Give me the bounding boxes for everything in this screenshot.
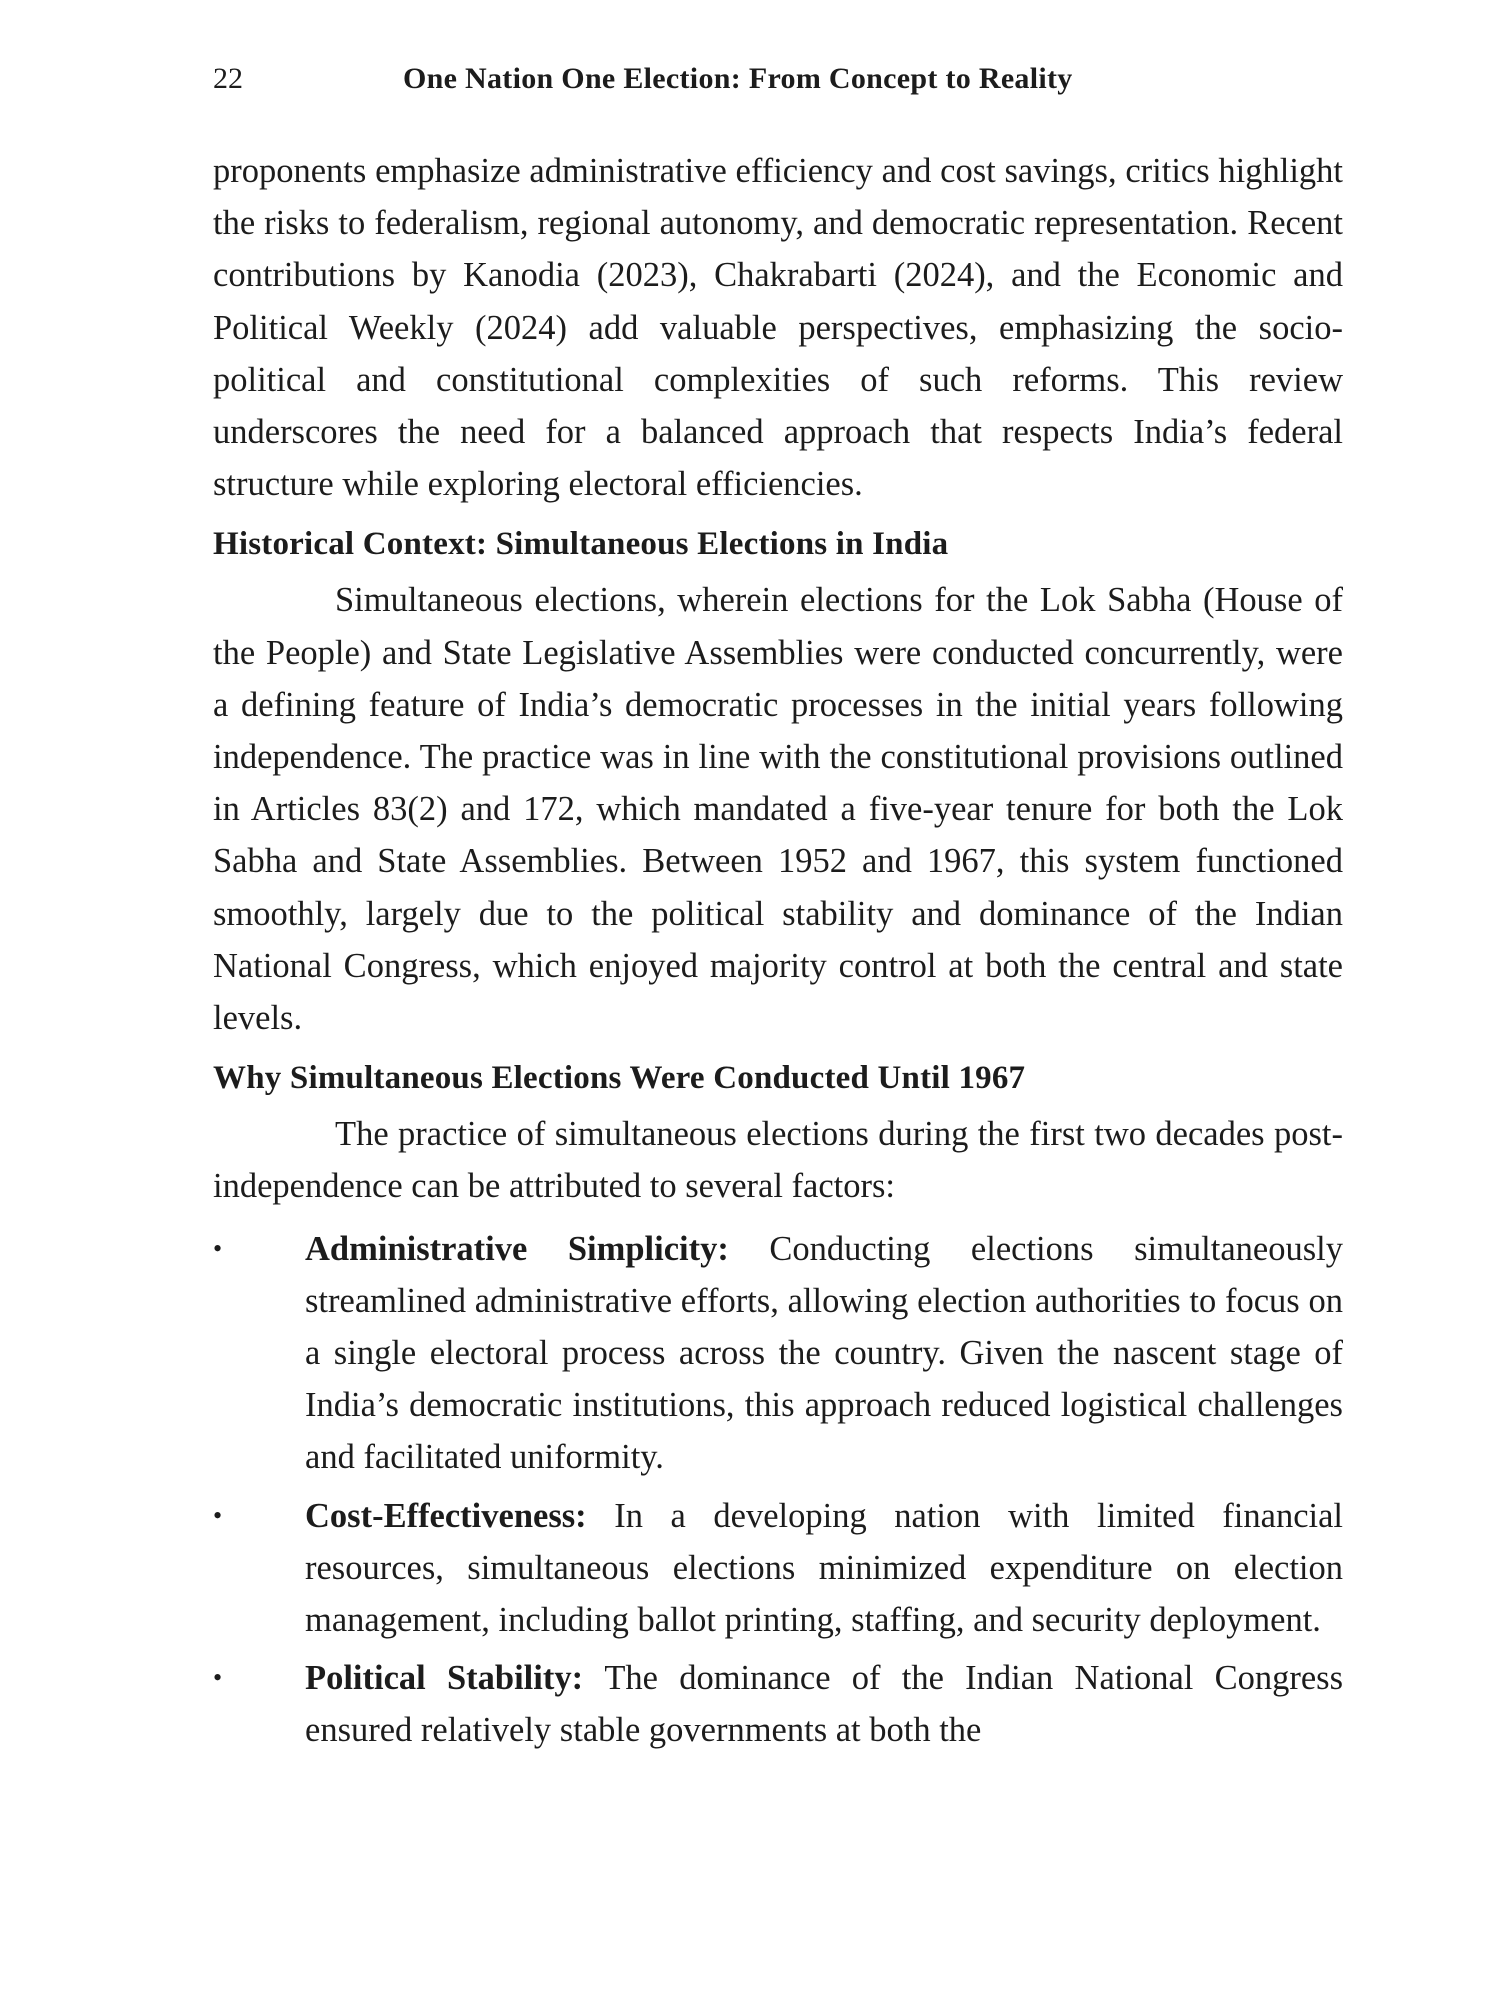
section-heading-historical-context: Historical Context: Simultaneous Elections in India bbox=[213, 526, 949, 563]
intro-paragraph: proponents emphasize administrative efficiency and cost savings, critics highlight the risks to federalism, regional autonomy, and democratic representation. Recent contributions by Kanodia (2023), Chakrabarti (2024), and the Economic and Political Weekly (2024) add valuable perspectives, emphasizing the socio-political and constitutional complexities of such reforms. This review underscores the need for a balanced approach that respects India’s federal structure while exploring electoral efficiencies. bbox=[213, 152, 1343, 504]
factor-text: Conducting elections simultaneously streamlined administrative efforts, allowing election authorities to focus on a single electoral process across the country. Given the nascent stage of India’s democratic institutions, this approach reduced logistical challenges and facilitated uniformity. bbox=[305, 1229, 1343, 1477]
historical-context-paragraph: Simultaneous elections, wherein elections for the Lok Sabha (House of the People) and State Legislative Assemblies were conducted concurrently, were a defining feature of India’s democratic processes in the initial years following independence. The practice was in line with the constitutional provisions outlined in Articles 83(2) and 172, which mandated a five-year tenure for both the Lok Sabha and State Assemblies. Between 1952 and 1967, this system functioned smoothly, largely due to the political stability and dominance of the Indian National Congress, which enjoyed majority control at both the central and state levels. bbox=[213, 581, 1343, 1038]
factor-term: Administrative Simplicity: bbox=[305, 1229, 770, 1268]
factors-list bbox=[213, 1223, 1343, 1757]
running-header bbox=[213, 56, 1343, 102]
list-item-political-stability bbox=[213, 1652, 1343, 1756]
factor-text: In a developing nation with limited financial resources, simultaneous elections minimized expenditure on election management, including ballot printing, staffing, and security deployment. bbox=[305, 1496, 1343, 1640]
body-text bbox=[213, 145, 1343, 1763]
book-title: One Nation One Election: From Concept to Reality bbox=[403, 62, 1073, 95]
bullet-icon: • bbox=[213, 1500, 223, 1530]
why-simultaneous-paragraph: The practice of simultaneous elections during the first two decades post-independence can be attributed to several factors: bbox=[213, 1115, 1343, 1206]
page-number: 22 bbox=[213, 62, 243, 95]
factor-term: Cost-Effectiveness: bbox=[305, 1496, 615, 1535]
list-item-administrative-simplicity bbox=[213, 1223, 1343, 1484]
factor-text: The dominance of the Indian National Congress ensured relatively stable governments at both the bbox=[305, 1659, 1343, 1750]
list-item-cost-effectiveness bbox=[213, 1490, 1343, 1647]
section-heading-why-simultaneous: Why Simultaneous Elections Were Conducted Until 1967 bbox=[213, 1060, 1026, 1097]
factor-term: Political Stability: bbox=[305, 1659, 605, 1698]
bullet-icon: • bbox=[213, 1663, 223, 1693]
bullet-icon: • bbox=[213, 1233, 223, 1263]
